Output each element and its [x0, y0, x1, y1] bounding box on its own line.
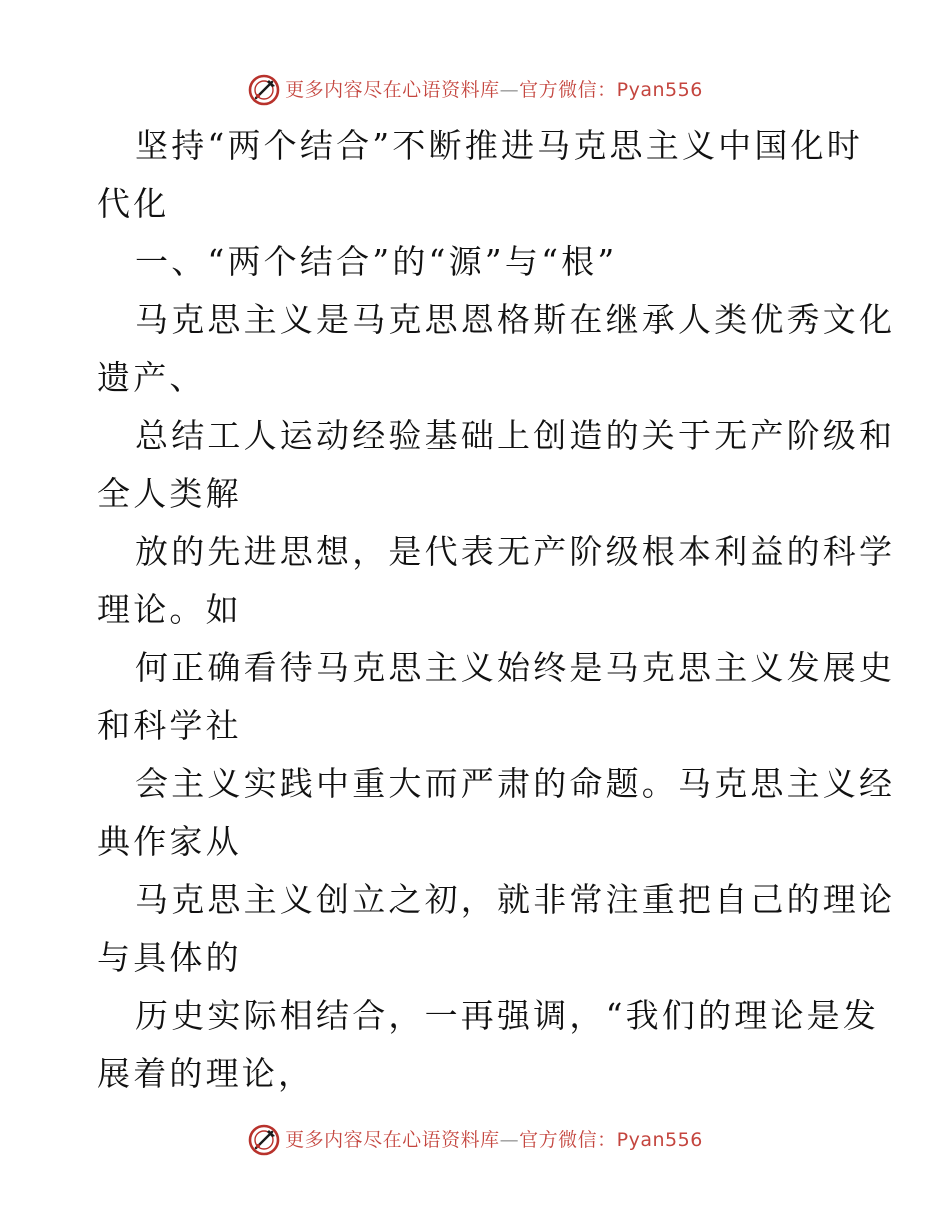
header-watermark-banner — [0, 70, 950, 110]
text-line: 与具体的 — [97, 938, 242, 977]
text-line: 代化 — [97, 184, 170, 223]
text-line: 和科学社 — [97, 706, 242, 745]
text-line: 典作家从 — [97, 822, 242, 861]
text-line: 遗产、 — [97, 358, 206, 397]
text-line: 马克思主义是马克思恩格斯在继承人类优秀文化 — [135, 300, 896, 339]
text-line: 放的先进思想，是代表无产阶级根本利益的科学 — [135, 532, 896, 571]
text-line: 何正确看待马克思主义始终是马克思主义发展史 — [135, 648, 896, 687]
watermark-text: 更多内容尽在心语资料库—官方微信：Pyan556 — [285, 78, 703, 101]
section-heading: 一、“两个结合”的“源”与“根” — [135, 242, 618, 281]
brand-logo-icon — [247, 1123, 281, 1157]
text-line: 会主义实践中重大而严肃的命题。马克思主义经 — [135, 764, 896, 803]
text-line: 理论。如 — [97, 590, 242, 629]
footer-watermark-banner — [0, 1120, 950, 1160]
watermark-text: 更多内容尽在心语资料库—官方微信：Pyan556 — [285, 1128, 703, 1151]
text-line: 马克思主义创立之初，就非常注重把自己的理论 — [135, 880, 896, 919]
text-line: 展着的理论， — [97, 1054, 315, 1093]
text-line: 总结工人运动经验基础上创造的关于无产阶级和 — [135, 416, 896, 455]
document-body — [97, 117, 896, 1103]
text-line: 全人类解 — [97, 474, 242, 513]
text-line: 坚持“两个结合”不断推进马克思主义中国化时 — [135, 126, 863, 165]
brand-logo-icon — [247, 73, 281, 107]
text-line: 历史实际相结合，一再强调，“我们的理论是发 — [135, 996, 880, 1035]
